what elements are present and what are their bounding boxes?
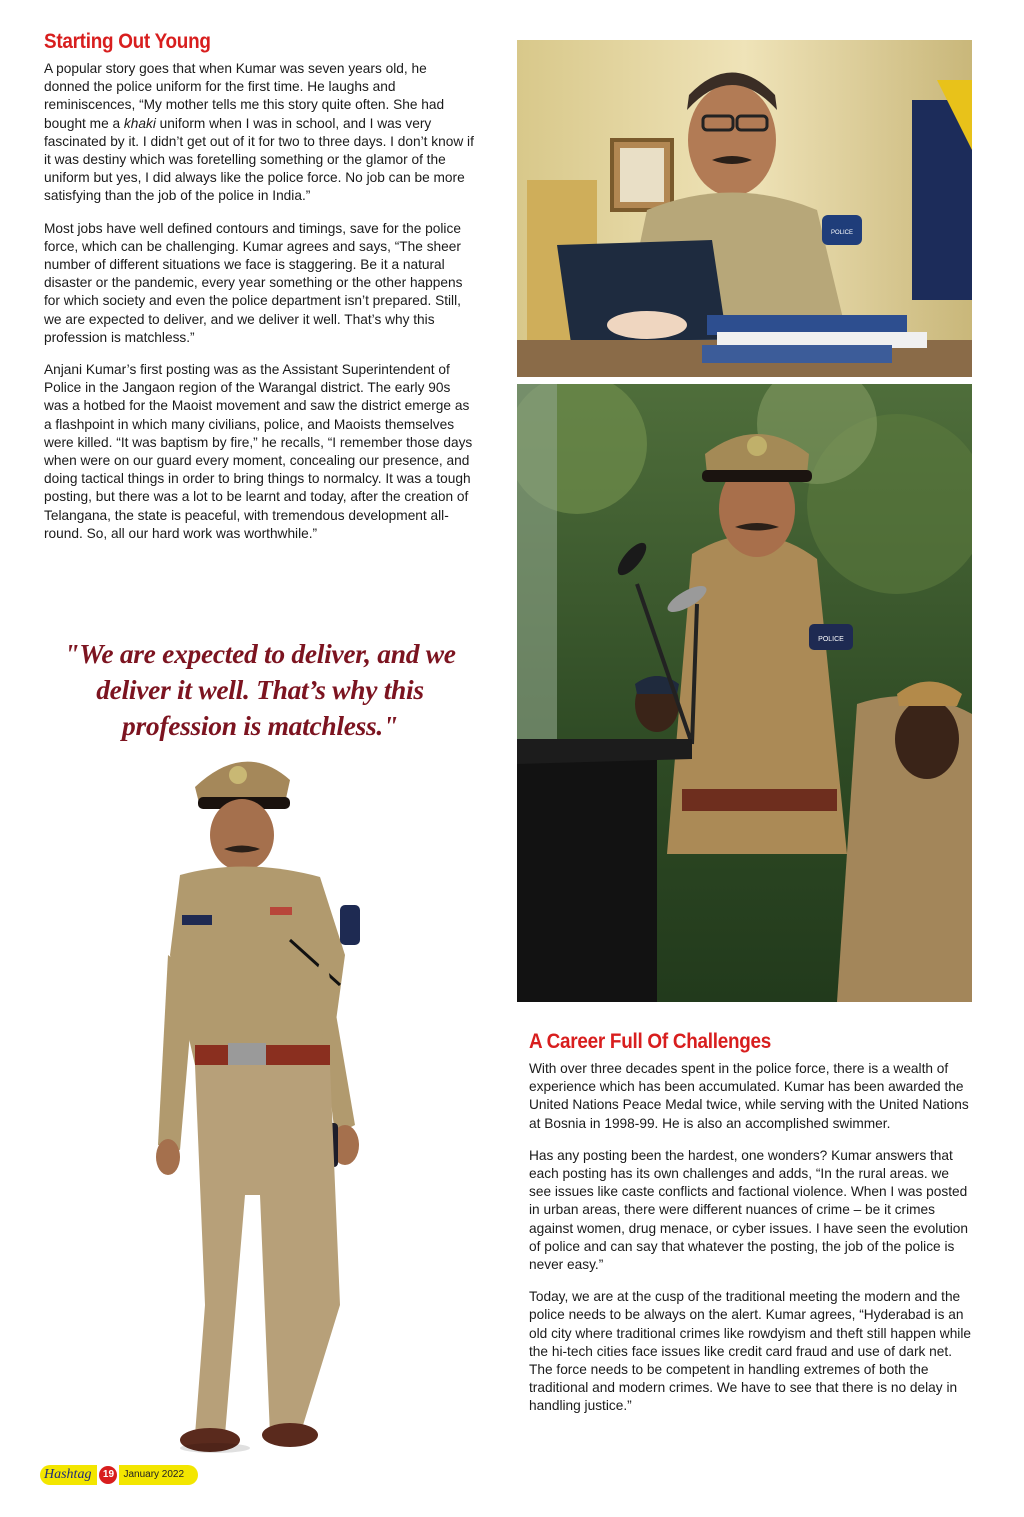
issue-date: January 2022 — [119, 1465, 198, 1485]
page-footer — [40, 1465, 198, 1485]
paragraph-5: Has any posting been the hardest, one wonders? Kumar answers that each posting has its own challenges and adds, “In the rural areas. we see issues like caste conflicts and factional violence. When I was posted in urban areas, there were different nuances of crime – be it crimes against women, drug menace, or cyber issues. I have seen the evolution of police and can say that whatever the posting, the job of the police is never easy.” — [529, 1147, 969, 1273]
magazine-logo: Hashtag — [40, 1465, 97, 1485]
section-heading-starting-out-young: Starting Out Young — [44, 30, 211, 53]
desk-photo — [517, 40, 972, 377]
paragraph-1-emphasis: khaki — [123, 115, 156, 131]
paragraph-3: Anjani Kumar’s first posting was as the Assistant Superintendent of Police in the Jangaon region of the Warangal district. The early 90s was a hotbed for the Maoist movement and saw the district emerge as a flashpoint in which many civilians, police, and Maoists themselves were killed. “It was baptism by fire,” he recalls, “I remember those days when were on our guard every moment, concealing our presence, and doing tactical things in order to bring things to normalcy. It was a tough posting, but there was a lot to be learnt and today, after the creation of Telangana, the state is peaceful, with tremendous development all-round. So, all our hard work was worthwhile.” — [44, 362, 473, 541]
paragraph-1-part-b: uniform when I was in school, and I was very fascinated by it. I didn’t get out of it for two to three days. I don’t know if it was destiny which was foretelling something or the glamor of the uniform but yes, I did always like the police force. No job can be more satisfying than the job of the police in India.” — [44, 115, 474, 204]
podium-photo — [517, 384, 972, 1002]
podium-shoulder-badge: POLICE — [818, 636, 844, 643]
page-number: 19 — [99, 1466, 117, 1484]
paragraph-6: Today, we are at the cusp of the traditional meeting the modern and the police needs to be always on the alert. Kumar agrees, “Hyderabad is an old city where traditional crimes like rowdyism and theft still happen while the hi-tech cities face issues like credit card fraud and use of dark net. The force needs to be competent in handling extremes of both the traditional and modern crimes. We have to see that there is no delay in handling justice.” — [529, 1289, 971, 1414]
right-column — [529, 1030, 974, 1430]
paragraph-4: With over three decades spent in the police force, there is a wealth of experience which has been accumulated. Kumar has been awarded the United Nations Peace Medal twice, while serving with the United Nations at Bosnia in 1998-99. He is also an accomplished swimmer. — [529, 1061, 969, 1131]
paragraph-1 — [44, 60, 476, 206]
paragraph-2: Most jobs have well defined contours and timings, save for the police force, which can be challenging. Kumar agrees and says, “The sheer number of different situations we face is staggering. Be it a natural disaster or the pandemic, every year something or the other happens for which society and even the police department isn’t prepared. Still, we are expected to deliver, and we deliver it well. That’s why this profession is matchless.” — [44, 220, 463, 345]
left-column — [44, 30, 476, 557]
pull-quote: "We are expected to deliver, and we deliver it well. That’s why this profession is matchless." — [64, 638, 456, 741]
paragraph-1-part-a: A popular story goes that when Kumar was seven years old, he donned the police uniform for the first time. He laughs and reminiscences, “My mother tells me this story quite often. She had bought me a — [44, 61, 445, 131]
section-heading-career-full-of-challenges: A Career Full Of Challenges — [529, 1030, 771, 1053]
standing-officer-photo — [150, 745, 375, 1455]
desk-shoulder-badge: POLICE — [830, 230, 854, 236]
